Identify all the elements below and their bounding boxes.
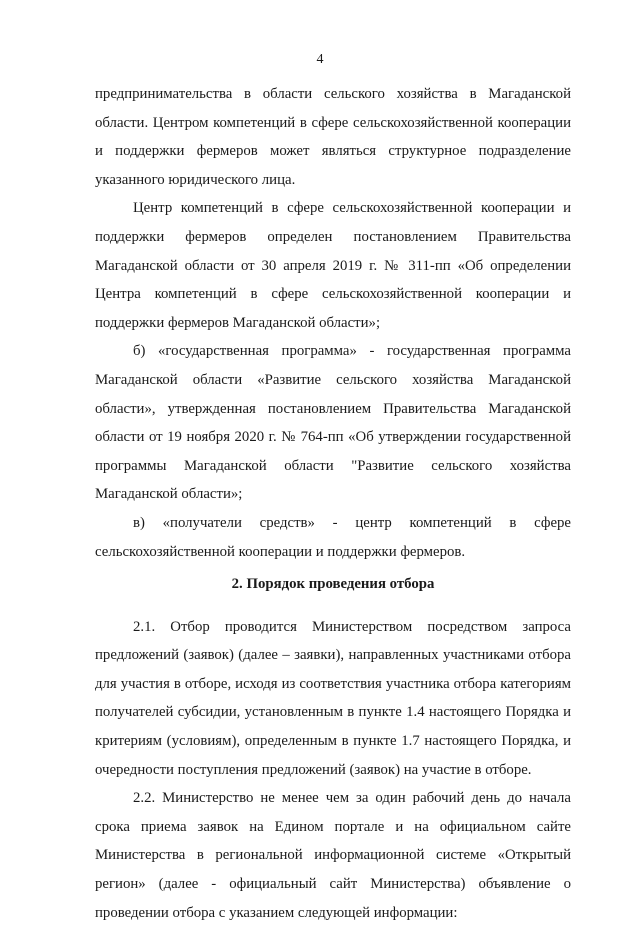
paragraph-state-program: б) «государственная программа» - государственная программа Магаданской области «Развитие сельского хозяйства Магаданской области», утвержденная постановлением Правительства Магаданской области от 19 ноября 2020 г. № 764-пп «Об утверждении государственной программы Магаданской области "Развитие сельского хозяйства Магаданской области»; [95,343,571,503]
paragraph-competence-center: Центр компетенций в сфере сельскохозяйственной кооперации и поддержки фермеров определен постановлением Правительства Магаданской области от 30 апреля 2019 г. № 311-пп «Об определении Центра компетенций в сфере сельскохозяйственной кооперации и поддержки фермеров Магаданской области»; [95,200,571,331]
paragraph-2-2: 2.2. Министерство не менее чем за один рабочий день до начала срока приема заявок на Едином портале и на официальном сайте Министерства в региональной информационной системе «Открытый регион» (далее - официальный сайт Министерства) объявление о проведении отбора с указанием следующей информации: [95,790,571,921]
paragraph-continuation: предпринимательства в области сельского хозяйства в Магаданской области. Центром компетенций в сфере сельскохозяйственной кооперации и поддержки фермеров может являться структурное подразделение указанного юридического лица. [95,86,571,188]
paragraph-2-1: 2.1. Отбор проводится Министерством посредством запроса предложений (заявок) (далее – заявки), направленных участниками отбора для участия в отборе, исходя из соответствия участника отбора категориям получателей субсидии, установленным в пункте 1.4 настоящего Порядка и критериям (условиям), определенным в пункте 1.7 настоящего Порядка, и очередности поступления предложений (заявок) на участие в отборе. [95,618,571,778]
paragraph-recipients: в) «получатели средств» - центр компетенций в сфере сельскохозяйственной кооперации и поддержки фермеров. [95,514,571,560]
section-heading: 2. Порядок проведения отбора [231,576,435,593]
document-body [95,80,571,927]
page-number: 4 [316,52,324,67]
